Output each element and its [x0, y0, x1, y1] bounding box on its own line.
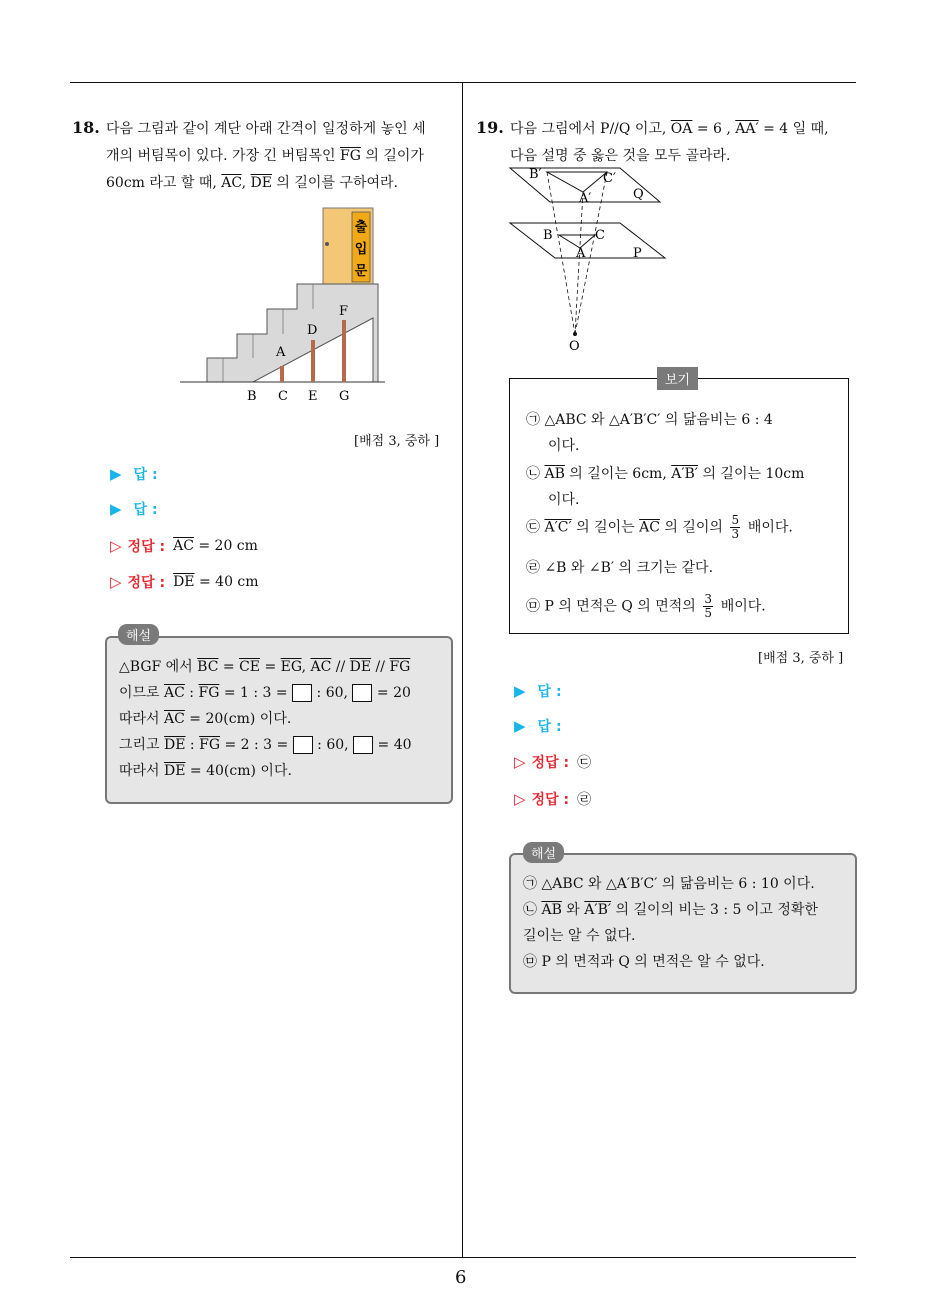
q18-correct-row-1 — [110, 536, 258, 556]
q19-line1 — [510, 116, 860, 143]
sol18-l3-a: 따라서 — [119, 711, 165, 727]
segment-ac: $\overline{AC}$ — [310, 659, 332, 675]
bogi-item-5 — [526, 593, 766, 620]
segment-a2b2: A′B′ — [584, 902, 612, 918]
correct-value-1: = 20 cm — [193, 538, 258, 554]
q19-correct-row-1 — [514, 752, 591, 772]
label-b: B — [543, 228, 553, 243]
label-a-prime: A′ — [579, 191, 592, 206]
outline-play-icon: ▷ — [110, 573, 122, 591]
label-a: A — [576, 246, 586, 261]
label-c: C — [595, 228, 605, 243]
q18-number: 18. — [72, 118, 100, 137]
blank-box — [293, 736, 313, 754]
q18-line3-b: 의 길이를 구하여라. — [271, 175, 398, 191]
q18-score: [배점 3, 중하 ] — [354, 434, 440, 449]
q18-line2-b: 의 길이가 — [360, 148, 424, 164]
sol18-l2-c: : 60, — [312, 685, 353, 701]
play-icon: ▶ — [514, 682, 526, 700]
label-a: A — [276, 345, 286, 360]
sol19-line1: ㉠ △ABC 와 △A′B′C′ 의 닮음비는 6 : 10 이다. — [523, 876, 815, 892]
door-text-2: 입 — [354, 242, 368, 257]
segment-de: $\overline{DE}$ — [164, 737, 186, 753]
q18-line1: 다음 그림과 같이 계단 아래 간격이 일정하게 놓인 세 — [106, 121, 426, 137]
sol18-line3 — [119, 706, 439, 732]
sol18-l1-eq2: = — [260, 659, 281, 675]
q19-answer-row-2[interactable] — [514, 716, 562, 736]
sol18-l4-a: 그리고 — [119, 737, 165, 753]
segment-fg: $\overline{FG}$ — [198, 685, 220, 701]
sol18-l2-a: 이므로 — [119, 685, 165, 701]
segment-fg: $\overline{FG}$ — [389, 659, 411, 675]
bogi-item-2-line2: 이다. — [548, 492, 580, 508]
bogi-item-1-line2: 이다. — [548, 438, 580, 454]
correct-value-2: = 40 cm — [194, 574, 259, 590]
bogi-item-3 — [526, 514, 793, 541]
q18-line2 — [106, 143, 456, 170]
label-o: O — [569, 339, 580, 354]
staircase-figure — [175, 200, 390, 410]
bogi-2a: 의 길이는 6cm, — [564, 466, 672, 482]
segment-ab: $\overline{AB}$ — [541, 902, 562, 918]
bogi-item-1-line1 — [526, 408, 773, 432]
post-ac — [280, 366, 284, 382]
door-knob — [325, 242, 329, 246]
bogi-1a: △ABC 와 △A′B′C′ 의 닮음비는 6 : 4 — [540, 412, 773, 428]
sol18-line2 — [119, 680, 439, 706]
post-de — [311, 340, 315, 382]
door-text-1: 출 — [354, 220, 368, 235]
label-f: F — [339, 304, 349, 319]
segment-ac: $\overline{AC}$ — [221, 175, 242, 191]
correct-answer-2: ㉣ — [577, 792, 592, 808]
sol19-line2 — [523, 897, 843, 923]
q18-answer-row-1[interactable] — [110, 464, 158, 484]
fraction-5-3 — [730, 514, 740, 541]
frac-num: 5 — [731, 513, 740, 527]
top-rule — [70, 82, 856, 83]
bogi-3a: 의 길이는 — [571, 519, 640, 536]
q19-line1-b: = 6 , — [692, 121, 736, 137]
segment-ac: $\overline{AC}$ — [164, 685, 185, 701]
sol18-l4-colon: : — [185, 737, 200, 753]
sol18-l4-d: = 40 — [373, 737, 412, 753]
q19-line2: 다음 설명 중 옳은 것을 모두 골라라. — [510, 148, 731, 164]
sol18-l2-d: = 20 — [372, 685, 411, 701]
bogi-3c: 배이다. — [743, 519, 793, 536]
q18-solution-tag: 해설 — [118, 624, 159, 645]
segment-de: $\overline{DE}$ — [250, 175, 272, 191]
frac-den: 5 — [704, 606, 713, 620]
sol18-l5-b: = 40(cm) 이다. — [185, 763, 292, 779]
play-icon: ▶ — [110, 500, 122, 518]
q18-solution-box — [105, 636, 453, 804]
correct-answer-2 — [173, 574, 258, 590]
sol19-l2-a: ㉡ — [523, 902, 542, 918]
segment-ce: $\overline{CE}$ — [239, 659, 261, 675]
sol18-l1-eq1: = — [218, 659, 240, 675]
bogi-5b: 배이다. — [716, 598, 766, 615]
sol18-l1-comma: , — [301, 659, 311, 675]
correct-answer-1 — [173, 538, 258, 554]
answer-label: 답 : — [133, 467, 158, 483]
q19-answer-row-1[interactable] — [514, 681, 562, 701]
sol18-l1-par2: // — [371, 659, 390, 675]
bogi-2b: 의 길이는 10cm — [698, 466, 805, 482]
segment-ac: $\overline{AC}$ — [164, 711, 185, 727]
outline-play-icon: ▷ — [514, 753, 526, 771]
point-o — [573, 332, 577, 336]
segment-oa: $\overline{OA}$ — [670, 121, 693, 137]
door-text-3: 문 — [354, 264, 368, 279]
sol19-line4: ㉤ P 의 면적과 Q 의 면적은 알 수 없다. — [523, 954, 765, 970]
q18-answer-row-2[interactable] — [110, 499, 158, 519]
sol18-l1-par1: // — [331, 659, 350, 675]
segment-bc: $\overline{BC}$ — [197, 659, 219, 675]
outline-play-icon: ▷ — [514, 790, 526, 808]
answer-label: 답 : — [133, 502, 158, 518]
q18-line3-sep: , — [241, 175, 251, 191]
q19-bogi-tag: 보기 — [657, 367, 698, 390]
sol18-line1 — [119, 654, 439, 680]
label-g: G — [339, 389, 350, 404]
play-icon: ▶ — [514, 717, 526, 735]
correct-label: 정답 : — [127, 539, 166, 555]
q18-correct-row-2 — [110, 572, 259, 592]
segment-fg: $\overline{FG}$ — [340, 148, 361, 164]
q19-number: 19. — [476, 118, 504, 137]
sol18-line5 — [119, 758, 439, 784]
sol18-l2-colon: : — [184, 685, 199, 701]
label-c-prime: C′ — [603, 171, 616, 186]
bogi-item-1 — [526, 408, 773, 458]
answer-label: 답 : — [537, 719, 562, 735]
segment-de: $\overline{DE}$ — [349, 659, 372, 675]
q19-solution-box — [509, 853, 857, 994]
bogi-item-4 — [526, 556, 713, 580]
parallel-planes-figure — [505, 160, 675, 355]
segment-aa-prime: AA′ — [735, 121, 759, 137]
sol18-l2-b: = 1 : 3 = — [219, 685, 293, 701]
mark-circle-4: ㉣ — [526, 560, 540, 576]
sol19-line3: 길이는 알 수 없다. — [523, 928, 636, 944]
label-b-prime: B′ — [529, 167, 542, 182]
segment-eg: $\overline{EG}$ — [280, 659, 302, 675]
segment-de: $\overline{DE}$ — [173, 574, 195, 590]
sol18-l4-c: : 60, — [312, 737, 354, 753]
correct-answer-1: ㉢ — [577, 755, 592, 771]
correct-label: 정답 : — [531, 755, 570, 771]
q18-line3 — [106, 170, 456, 197]
blank-box — [352, 684, 372, 702]
q19-line1-c: = 4 일 때, — [758, 121, 829, 137]
segment-a2b2: A′B′ — [671, 466, 698, 482]
q19-solution-tag: 해설 — [523, 842, 564, 863]
fraction-3-5 — [703, 593, 713, 620]
segment-a2c2: A′C′ — [544, 519, 572, 536]
label-e: E — [308, 389, 318, 404]
blank-box — [292, 684, 312, 702]
segment-ac: $\overline{AC}$ — [639, 519, 660, 536]
mark-circle-1: ㉠ — [526, 412, 540, 428]
frac-num: 3 — [704, 592, 713, 606]
sol18-l3-b: = 20(cm) 이다. — [184, 711, 292, 727]
q19-line1-a: 다음 그림에서 P//Q 이고, — [510, 121, 671, 137]
segment-de: $\overline{DE}$ — [164, 763, 186, 779]
bogi-4a: ∠B 와 ∠B′ 의 크기는 같다. — [540, 560, 714, 576]
play-icon: ▶ — [110, 465, 122, 483]
blank-box — [353, 736, 373, 754]
label-d: D — [307, 323, 318, 338]
sol18-line4 — [119, 732, 439, 758]
plane-p — [510, 223, 665, 258]
frac-den: 3 — [731, 527, 740, 541]
segment-ac: $\overline{AC}$ — [173, 538, 194, 554]
mark-circle-2: ㉡ — [526, 466, 540, 482]
column-divider — [462, 82, 463, 1258]
answer-label: 답 : — [537, 684, 562, 700]
correct-label: 정답 : — [127, 575, 166, 591]
page-number: 6 — [455, 1267, 467, 1288]
bogi-5a: P 의 면적은 Q 의 면적의 — [540, 598, 701, 615]
q18-line2-a: 개의 버팀목이 있다. 가장 긴 버팀목인 — [106, 148, 341, 164]
bogi-item-2-line1 — [526, 462, 804, 486]
label-b: B — [247, 389, 257, 404]
label-c: C — [278, 389, 288, 404]
post-fg — [342, 320, 346, 382]
sol18-l1-a: △BGF 에서 — [119, 659, 198, 675]
sol19-l2-b: 와 — [561, 902, 585, 918]
segment-ab: $\overline{AB}$ — [544, 466, 565, 482]
bottom-rule — [70, 1257, 856, 1258]
correct-label: 정답 : — [531, 792, 570, 808]
sol19-l2-c: 의 길이의 비는 3 : 5 이고 정확한 — [611, 902, 818, 918]
label-q: Q — [633, 187, 644, 202]
q18-line3-a: 60cm 라고 할 때, — [106, 175, 222, 191]
bogi-item-2 — [526, 462, 804, 512]
q18-question-text — [106, 116, 456, 197]
outline-play-icon: ▷ — [110, 537, 122, 555]
sol18-l5-a: 따라서 — [119, 763, 165, 779]
segment-fg: $\overline{FG}$ — [199, 737, 221, 753]
q19-score: [배점 3, 중하 ] — [758, 651, 844, 666]
mark-circle-3: ㉢ — [526, 519, 540, 536]
sol18-l4-b: = 2 : 3 = — [220, 737, 293, 753]
label-p: P — [633, 246, 642, 261]
q19-correct-row-2 — [514, 789, 591, 809]
mark-circle-5: ㉤ — [526, 598, 540, 615]
bogi-3b: 의 길이의 — [659, 519, 728, 536]
